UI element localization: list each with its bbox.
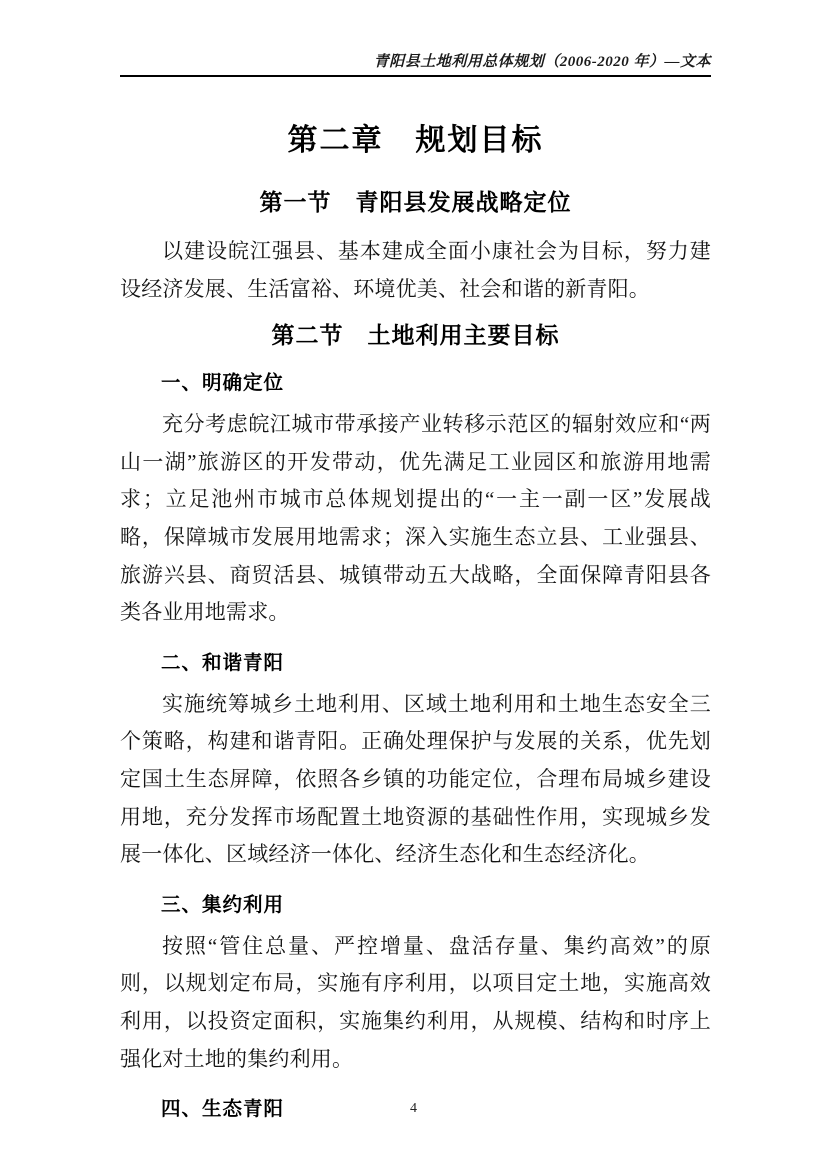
subsection-4-heading: 四、生态青阳 xyxy=(160,1098,284,1121)
section-1-paragraph: 以建设皖江强县、基本建成全面小康社会为目标，努力建设经济发展、生活富裕、环境优美、社会和谐的新青阳。 xyxy=(120,239,711,301)
section-1-title: 第一节 青阳县发展战略定位 xyxy=(259,190,572,215)
subsection-3-paragraph: 按照“管住总量、严控增量、盘活存量、集约高效”的原则，以规划定布局，实施有序利用，以项目定土地，实施高效利用，以投资定面积，实施集约利用，从规模、结构和时序上强化对土地的集约利用。 xyxy=(120,933,711,1071)
subsection-1-heading: 一、明确定位 xyxy=(160,372,284,395)
subsection-1-paragraph: 充分考虑皖江城市带承接产业转移示范区的辐射效应和“两山一湖”旅游区的开发带动，优先满足工业园区和旅游用地需求；立足池州市城市总体规划提出的“一主一副一区”发展战略，保障城市发展用地需求；深入实施生态立县、工业强县、旅游兴县、商贸活县、城镇带动五大战略，全面保障青阳县各类各业用地需求。 xyxy=(120,412,711,625)
subsection-2-heading: 二、和谐青阳 xyxy=(160,651,284,674)
subsection-2-paragraph: 实施统筹城乡土地利用、区域土地利用和土地生态安全三个策略，构建和谐青阳。正确处理保护与发展的关系，优先划定国土生态屏障，依照各乡镇的功能定位，合理布局城乡建设用地，充分发挥市场配置土地资源的基础性作用，实现城乡发展一体化、区域经济一体化、经济生态化和生态经济化。 xyxy=(120,691,711,867)
header-rule xyxy=(120,75,711,77)
page-header xyxy=(120,0,711,77)
running-head: 青阳县土地利用总体规划（2006-2020 年）—文本 xyxy=(373,54,711,70)
page-number: 4 xyxy=(410,1101,417,1116)
section-2-title: 第二节 土地利用主要目标 xyxy=(271,323,560,349)
subsection-3-heading: 三、集约利用 xyxy=(160,893,284,916)
chapter-title: 第二章 规划目标 xyxy=(287,124,544,157)
